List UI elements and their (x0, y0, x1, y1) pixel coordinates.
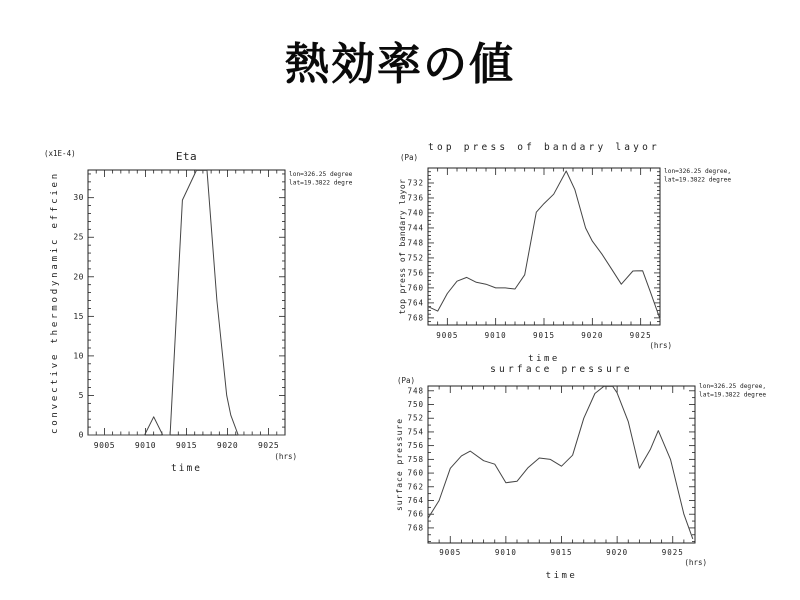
surface-pressure-ticks (428, 386, 695, 543)
boundary-layer-top-pressure-y-tick-label: 740 (407, 208, 424, 218)
eta-x-tick-label: 9020 (216, 441, 239, 450)
boundary-layer-top-pressure-x-tick-label: 9015 (532, 331, 556, 340)
surface-pressure-y-tick-label: 760 (407, 468, 424, 478)
boundary-layer-top-pressure-y-tick-label: 732 (407, 178, 424, 188)
slide-title: 熱効率の値 (285, 39, 515, 90)
boundary-layer-top-pressure-lonlat-annotation: lon=326.25 degree, (664, 168, 732, 175)
eta-title: Eta (175, 150, 198, 163)
eta-y-tick-label: 30 (73, 193, 84, 203)
eta-x-tick-label: 9010 (134, 441, 157, 450)
surface-pressure-x-tick-label: 9005 (439, 548, 462, 557)
surface-pressure-y-axis-label: surface pressure (395, 417, 404, 512)
eta-y-tick-label: 10 (73, 351, 84, 361)
boundary-layer-top-pressure-y-tick-label: 744 (407, 223, 424, 233)
boundary-layer-top-pressure-y-unit-label: (Pa) (400, 153, 419, 162)
surface-pressure-x-tick-label: 9020 (606, 548, 629, 557)
eta-x-tick-label: 9005 (93, 441, 116, 450)
eta-y-tick-label: 5 (78, 390, 84, 400)
eta-y-tick-label: 0 (78, 430, 84, 440)
surface-pressure-x-axis-label: time (545, 571, 578, 581)
eta-chart (30, 138, 352, 486)
boundary-layer-top-pressure-lonlat-annotation: lat=19.3822 degree (664, 176, 732, 184)
eta-plot-frame (88, 170, 285, 435)
surface-pressure-data-line (428, 386, 693, 539)
boundary-layer-top-pressure-x-tick-label: 9025 (629, 331, 652, 340)
boundary-layer-top-pressure-title: top press of bandary layor (428, 142, 660, 153)
boundary-layer-top-pressure-data-line (428, 171, 660, 319)
surface-pressure-x-unit-label: (hrs) (684, 558, 707, 567)
surface-pressure-lonlat-annotation: lon=326.25 degree, (699, 383, 767, 390)
surface-pressure-y-tick-label: 764 (407, 495, 424, 505)
eta-x-tick-label: 9015 (175, 441, 198, 450)
eta-x-unit-label: (hrs) (274, 452, 297, 461)
surface-pressure-y-tick-label: 762 (407, 482, 424, 492)
surface-pressure-x-tick-label: 9015 (550, 548, 573, 557)
boundary-layer-top-pressure-y-tick-label: 764 (407, 298, 424, 308)
surface-pressure-y-tick-label: 768 (407, 523, 424, 533)
eta-plot (30, 138, 352, 482)
eta-y-unit-label: (x1E-4) (44, 149, 76, 158)
boundary-layer-top-pressure-x-tick-label: 9010 (484, 331, 507, 340)
surface-pressure-plot (383, 352, 795, 592)
boundary-layer-top-pressure-y-tick-label: 768 (407, 313, 424, 323)
surface-pressure-y-tick-label: 766 (407, 509, 424, 519)
eta-ticks (88, 170, 285, 435)
surface-pressure-plot-frame (428, 386, 695, 543)
boundary-layer-top-pressure-plot (388, 133, 792, 371)
boundary-layer-top-pressure-y-tick-label: 760 (407, 283, 424, 293)
eta-y-tick-label: 25 (73, 232, 84, 242)
surface-pressure-y-tick-label: 748 (407, 386, 424, 396)
boundary-layer-top-pressure-x-unit-label: (hrs) (649, 341, 672, 350)
boundary-layer-top-pressure-x-axis-label: time (528, 354, 560, 364)
surface-pressure-y-unit-label: (Pa) (397, 376, 416, 385)
eta-lonlat-annotation: lon=326.25 degree, (289, 171, 352, 178)
boundary-layer-top-pressure-ticks (428, 168, 660, 325)
boundary-layer-top-pressure-y-tick-label: 748 (407, 238, 424, 248)
surface-pressure-y-tick-label: 756 (407, 441, 424, 451)
surface-pressure-y-tick-label: 752 (407, 413, 424, 423)
surface-pressure-x-tick-label: 9025 (661, 548, 684, 557)
surface-pressure-x-tick-label: 9010 (494, 548, 517, 557)
surface-pressure-y-tick-label: 754 (407, 427, 424, 437)
boundary-layer-top-pressure-x-tick-label: 9005 (436, 331, 459, 340)
boundary-layer-top-pressure-y-tick-label: 756 (407, 268, 424, 278)
eta-y-tick-label: 15 (73, 311, 84, 321)
eta-y-tick-label: 20 (73, 272, 84, 282)
boundary-layer-top-pressure-chart (388, 133, 792, 375)
surface-pressure-y-tick-label: 750 (407, 400, 424, 410)
eta-x-tick-label: 9025 (257, 441, 280, 450)
boundary-layer-top-pressure-y-axis-label: top press of bandary layor (398, 178, 407, 315)
eta-y-axis-label: convective thermodynamic effcien (50, 171, 60, 434)
surface-pressure-chart (383, 352, 795, 596)
boundary-layer-top-pressure-plot-frame (428, 168, 660, 325)
surface-pressure-title: surface pressure (490, 364, 633, 375)
boundary-layer-top-pressure-y-tick-label: 736 (407, 193, 424, 203)
eta-data-line (88, 170, 285, 435)
surface-pressure-lonlat-annotation: lat=19.3822 degree (699, 391, 767, 399)
eta-lonlat-annotation: lat=19.3822 degree (289, 179, 352, 187)
boundary-layer-top-pressure-y-tick-label: 752 (407, 253, 424, 263)
surface-pressure-y-tick-label: 758 (407, 454, 424, 464)
boundary-layer-top-pressure-x-tick-label: 9020 (581, 331, 604, 340)
eta-x-axis-label: time (171, 463, 202, 474)
